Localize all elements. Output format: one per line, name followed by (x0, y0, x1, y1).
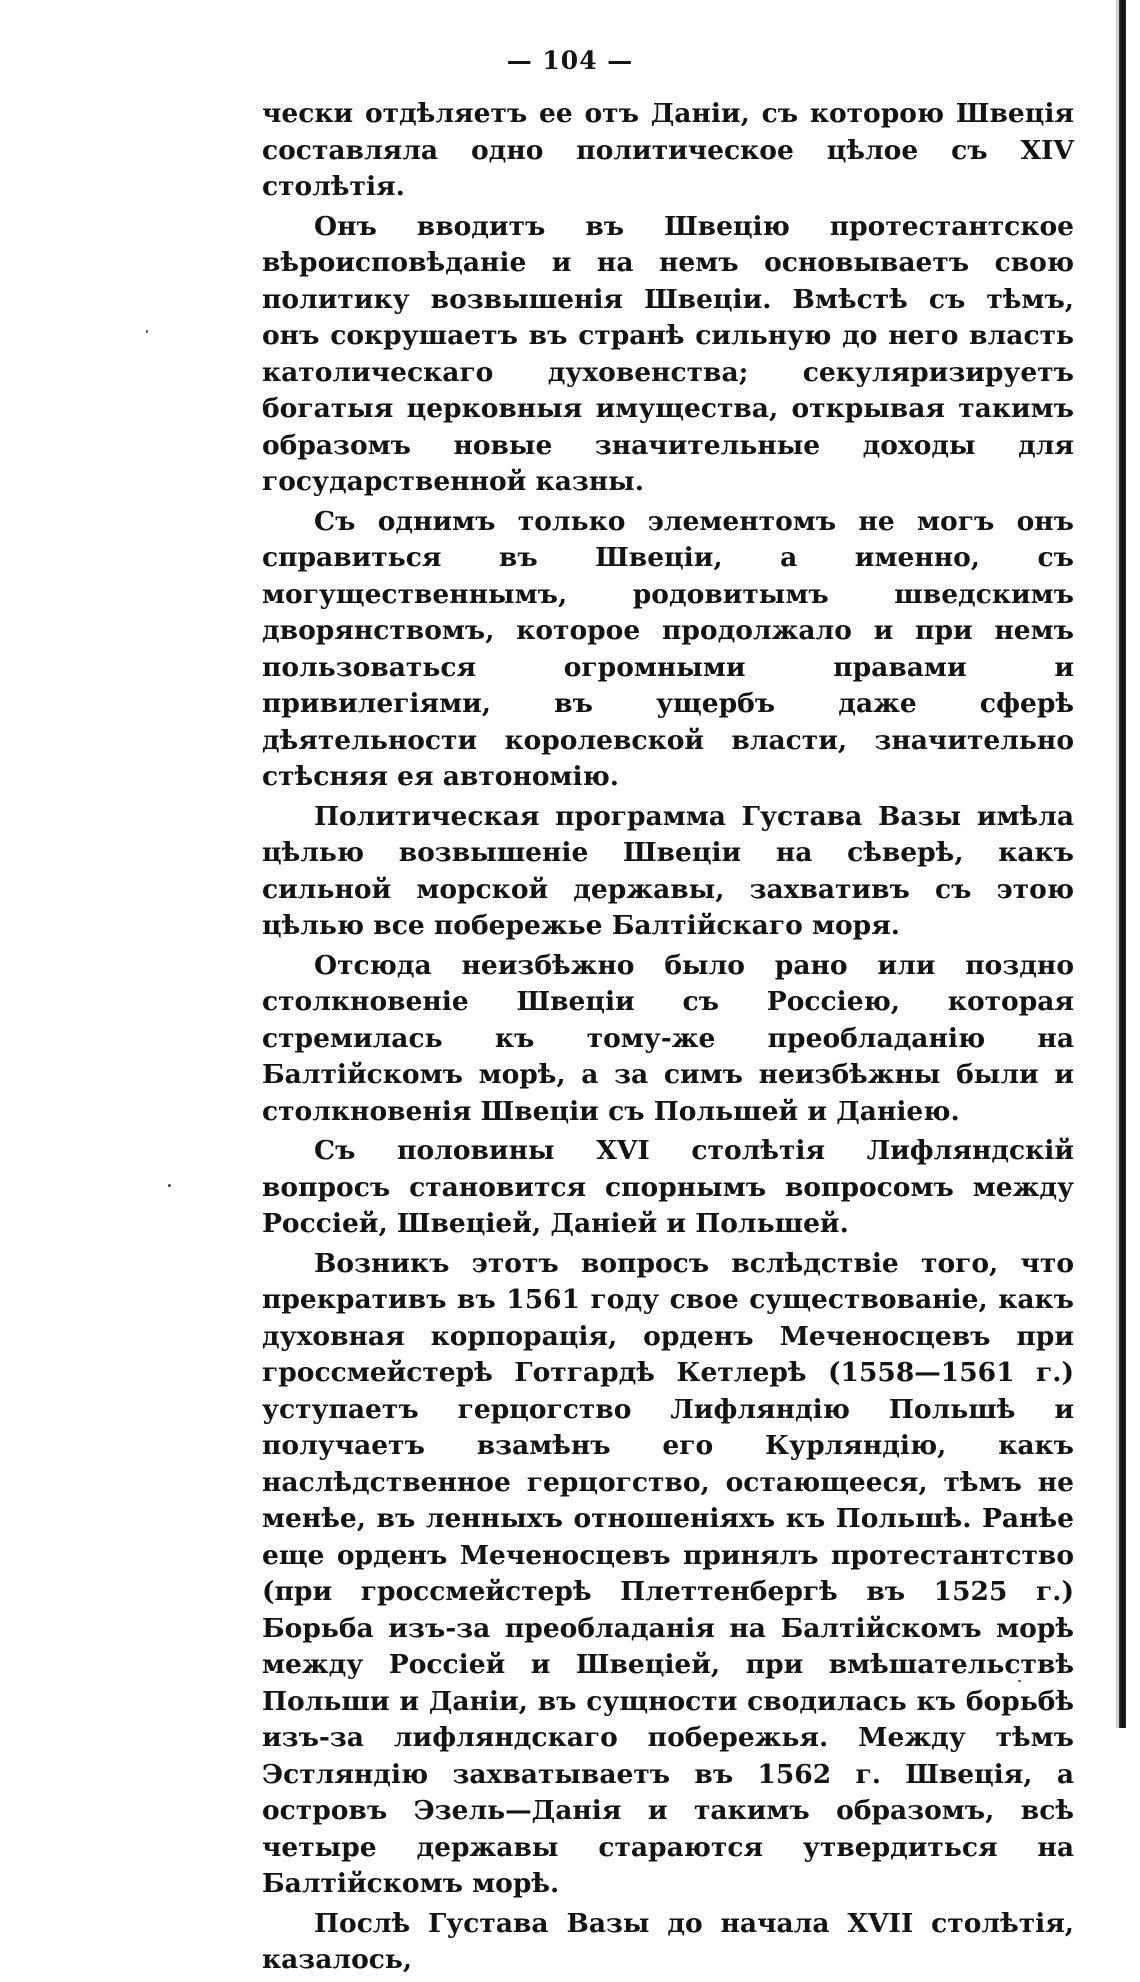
scan-speck (146, 330, 148, 333)
paragraph-3: Съ однимъ только элементомъ не могъ онъ справиться въ Швеціи, а именно, съ могущественнымъ, родовитымъ шведскимъ дворянствомъ, которое продолжало и при немъ пользоваться огромными правами и привилегіями, въ ущербъ даже сферѣ дѣятельности королевской власти, значительно стѣсняя ея автономію. (262, 505, 1074, 792)
paragraph-6: Съ половины XVI столѣтія Лифляндскій вопросъ становится спорнымъ вопросомъ между Россіей, Швеціей, Даніей и Польшей. (262, 1135, 1074, 1239)
paragraph-8: Послѣ Густава Вазы до начала XVII столѣтія, казалось, (262, 1907, 1074, 1975)
scan-speck (168, 1184, 171, 1187)
page-number: — 104 — (506, 46, 634, 75)
paragraph-4: Политическая программа Густава Вазы имѣла цѣлью возвышеніе Швеціи на сѣверѣ, какъ сильной морской державы, захвативъ съ этою цѣлью все побережье Балтійскаго моря. (262, 800, 1074, 941)
paragraph-2: Онъ вводитъ въ Швецію протестантское вѣроисповѣданіе и на немъ основываетъ свою политику возвышенія Швеціи. Вмѣстѣ съ тѣмъ, онъ сокрушаетъ въ странѣ сильную до него власть католическаго духовенства; секуляризируетъ богатыя церковныя имущества, открывая такимъ образомъ новые значительные доходы для государственной казны. (262, 210, 1074, 497)
paragraph-7: Возникъ этотъ вопросъ вслѣдствіе того, что прекративъ въ 1561 году свое существованіе, какъ духовная корпорація, орденъ Меченосцевъ при гроссмейстерѣ Готгардѣ Кетлерѣ (1558—1561 г.) уступаетъ герцогство Лифляндію Польшѣ и получаетъ взамѣнъ его Курляндію, какъ наслѣдственное герцогство, остающееся, тѣмъ не менѣе, въ ленныхъ отношеніяхъ къ Польшѣ. Ранѣе еще орденъ Меченосцевъ принялъ протестантство (при гроссмейстерѣ Плеттенбергѣ въ 1525 г.) Борьба изъ-за преобладанія на Балтійскомъ морѣ между Россіей и Швеціей, при вмѣшательствѣ Польши и Даніи, въ сущности сводилась къ борьбѣ изъ-за лифляндскаго побережья. Между тѣмъ Эстляндію захватываетъ въ 1562 г. Швеція, а островъ Эзель—Данія и такимъ образомъ, всѣ четыре державы стараются утвердиться на Балтійскомъ морѣ. (262, 1247, 1074, 1899)
paragraph-1: чески отдѣляетъ ее отъ Даніи, съ которою Швеція составляла одно политическое цѣлое съ XIV столѣтія. (262, 98, 1074, 202)
text-column (262, 96, 1074, 1982)
paragraph-5: Отсюда неизбѣжно было рано или поздно столкновеніе Швеціи съ Россіею, которая стремилась къ тому-же преобладанію на Балтійскомъ морѣ, а за симъ неизбѣжны были и столкновенія Швеціи съ Польшей и Даніею. (262, 949, 1074, 1127)
page-edge (1119, 0, 1126, 1728)
scan-speck (1018, 1680, 1021, 1682)
